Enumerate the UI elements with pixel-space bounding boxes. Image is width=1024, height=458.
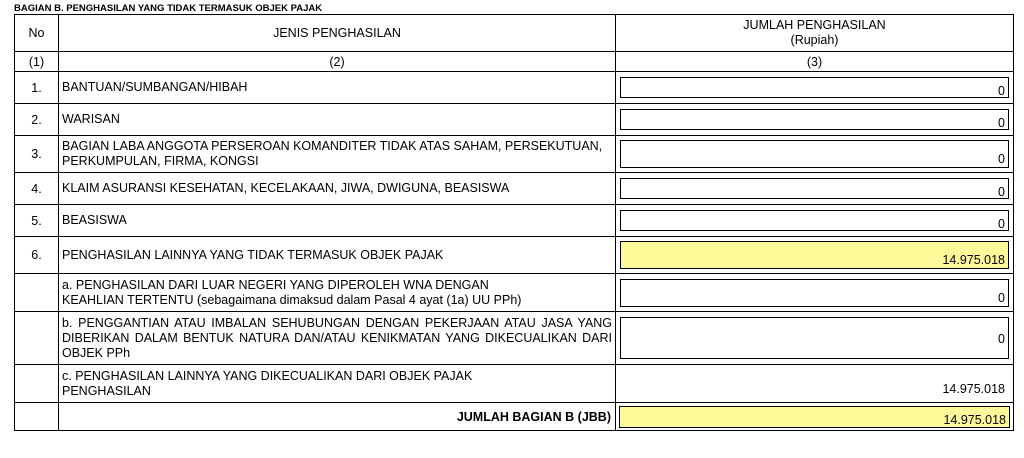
subrow-label	[59, 274, 616, 312]
subrow-label-line2: KEAHLIAN TERTENTU (sebagaimana dimaksud dalam Pasal 4 ayat (1a) UU PPh)	[62, 292, 522, 307]
row-label: PENGHASILAN LAINNYA YANG TIDAK TERMASUK OBJEK PAJAK	[59, 237, 616, 274]
subrow-b	[15, 312, 1014, 365]
subrow-label-line2: PENGHASILAN	[62, 383, 151, 398]
header-jumlah	[616, 15, 1014, 52]
table-row	[15, 173, 1014, 205]
income-table	[14, 14, 1014, 431]
total-label: JUMLAH BAGIAN B (JBB)	[59, 403, 616, 431]
row-label: BANTUAN/SUMBANGAN/HIBAH	[59, 72, 616, 104]
row-no-empty	[15, 312, 59, 365]
subrow-label-line1: a. PENGHASILAN DARI LUAR NEGERI YANG DIPEROLEH WNA DENGAN	[62, 277, 489, 292]
row-label: BEASISWA	[59, 205, 616, 237]
row-no: 1.	[15, 72, 59, 104]
row-no: 5.	[15, 205, 59, 237]
row-label: BAGIAN LABA ANGGOTA PERSEROAN KOMANDITER TIDAK ATAS SAHAM, PERSEKUTUAN, PERKUMPULAN, FIRMA, KONGSI	[59, 136, 616, 173]
total-row	[15, 403, 1014, 431]
row-label: KLAIM ASURANSI KESEHATAN, KECELAKAAN, JIWA, DWIGUNA, BEASISWA	[59, 173, 616, 205]
row-no: 4.	[15, 173, 59, 205]
subrow-c	[15, 365, 1014, 403]
table-row	[15, 237, 1014, 274]
section-title: BAGIAN B. PENGHASILAN YANG TIDAK TERMASUK OBJEK PAJAK	[14, 3, 323, 14]
column-number-row	[15, 52, 1014, 72]
amount-field[interactable]: 0	[620, 77, 1009, 98]
header-jumlah-line1: JUMLAH PENGHASILAN	[743, 18, 886, 32]
subrow-a	[15, 274, 1014, 312]
row-no: 2.	[15, 104, 59, 136]
row-no: 6.	[15, 237, 59, 274]
row-label: WARISAN	[59, 104, 616, 136]
row-no-empty	[15, 403, 59, 431]
amount-field[interactable]: 0	[620, 279, 1009, 307]
table-row	[15, 136, 1014, 173]
colnum-2: (2)	[59, 52, 616, 72]
amount-field[interactable]: 0	[620, 317, 1009, 359]
row-no-empty	[15, 274, 59, 312]
amount-field-highlighted[interactable]: 14.975.018	[620, 241, 1009, 269]
row-no: 3.	[15, 136, 59, 173]
header-no: No	[15, 15, 59, 52]
amount-field[interactable]: 0	[620, 109, 1009, 130]
amount-value: 14.975.018	[616, 365, 1014, 403]
table-row	[15, 104, 1014, 136]
amount-field[interactable]: 0	[620, 178, 1009, 199]
header-jenis: JENIS PENGHASILAN	[59, 15, 616, 52]
row-no-empty	[15, 365, 59, 403]
colnum-1: (1)	[15, 52, 59, 72]
header-jumlah-line2: (Rupiah)	[790, 33, 839, 47]
table-row	[15, 205, 1014, 237]
colnum-3: (3)	[616, 52, 1014, 72]
amount-field[interactable]: 0	[620, 140, 1009, 168]
subrow-label	[59, 365, 616, 403]
subrow-label: b. PENGGANTIAN ATAU IMBALAN SEHUBUNGAN DENGAN PEKERJAAN ATAU JASA YANG DIBERIKAN DALAM BENTUK NATURA DAN/ATAU KENIKMATAN YANG DIKECUALIKAN DARI OBJEK PPh	[59, 312, 616, 365]
header-row	[15, 15, 1014, 52]
subrow-label-line1: c. PENGHASILAN LAINNYA YANG DIKECUALIKAN DARI OBJEK PAJAK	[62, 368, 473, 383]
amount-field[interactable]: 0	[620, 210, 1009, 231]
table-row	[15, 72, 1014, 104]
total-amount-field[interactable]: 14.975.018	[619, 406, 1010, 428]
